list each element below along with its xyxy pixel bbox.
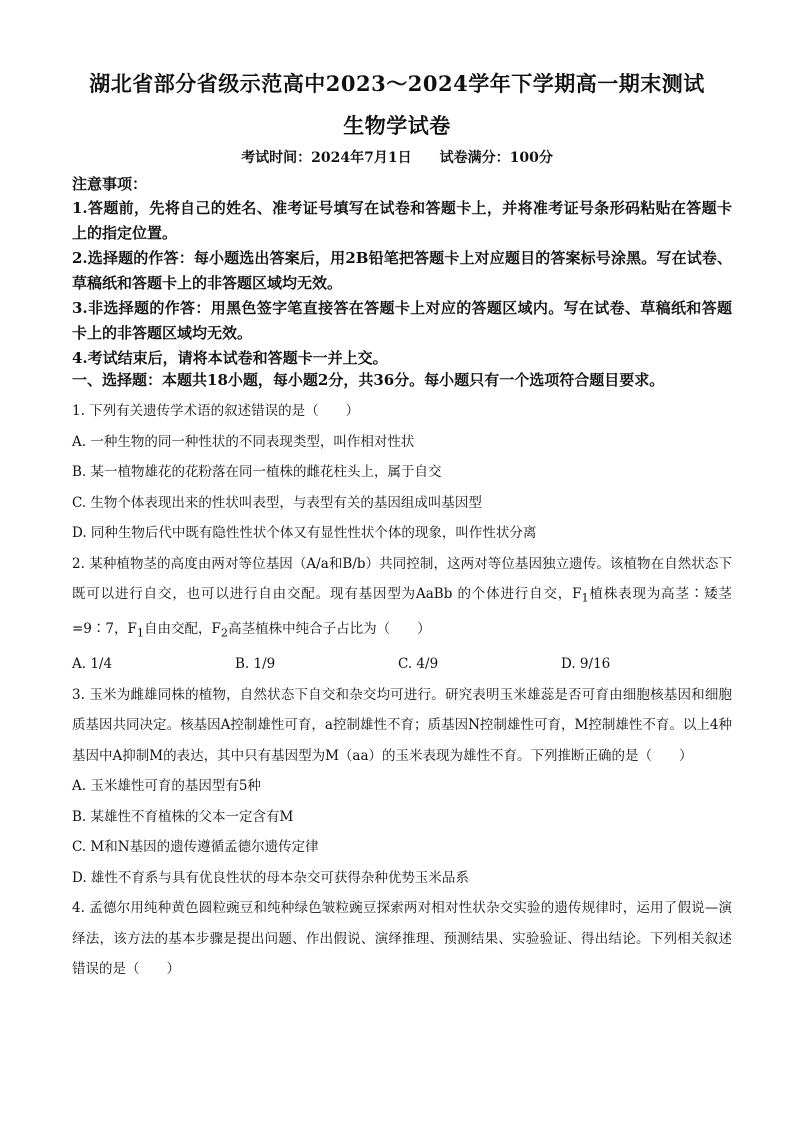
question-3-option-b: B. 某雄性不育植株的父本一定含有M (72, 808, 294, 825)
question-1-stem: 1. 下列有关遗传学术语的叙述错误的是（ ） (72, 403, 360, 419)
note-item: 4.考试结束后，请将本试卷和答题卡一并上交。 (72, 349, 388, 367)
subscript: 1 (136, 626, 145, 640)
q2-stem-part: 自由交配，F (144, 621, 221, 638)
questions (72, 396, 732, 985)
question-2-option-c: C. 4/9 (398, 656, 439, 673)
notes-heading: 注意事项： (72, 175, 148, 193)
exam-meta (0, 147, 794, 167)
question-3-option-a: A. 玉米雄性可育的基因型有5种 (72, 778, 261, 795)
note-item: 2.选择题的作答：每小题选出答案后，用2B铅笔把答题卡上对应题目的答案标号涂黑。写在试卷、草稿纸和答题卡上的非答题区域均无效。 (72, 249, 732, 292)
question-2-option-a: A. 1/4 (72, 656, 113, 673)
subscript: 1 (581, 591, 589, 605)
question-2-options (72, 649, 732, 680)
question-3-option-c: C. M和N基因的遗传遵循孟德尔遗传定律 (72, 839, 319, 856)
full-score: 试卷满分：100分 (439, 150, 553, 166)
question-1-option-a: A. 一种生物的同一种性状的不同表现类型，叫作相对性状 (72, 433, 415, 450)
subscript: 2 (220, 626, 229, 640)
notes-block (72, 172, 732, 371)
exam-time: 考试时间：2024年7月1日 (241, 150, 412, 166)
question-3-stem: 3. 玉米为雌雄同株的植物，自然状态下自交和杂交均可进行。研究表明玉米雄蕊是否可育由细胞核基因和细胞质基因共同决定。核基因A控制雄性可育，a控制雄性不育；质基因N控制雄性可育，M控制雄性不育。以上4种基因中A抑制M的表达，其中只有基因型为M（aa）的玉米表现为雄性不育。下列推断正确的是（ ） (72, 686, 732, 764)
note-item: 3.非选择题的作答：用黑色签字笔直接答在答题卡上对应的答题区域内。写在试卷、草稿纸和答题卡上的非答题区域均无效。 (72, 299, 732, 342)
question-2-option-b: B. 1/9 (235, 656, 276, 673)
subject-title: 生物学试卷 (343, 113, 451, 138)
question-4-stem: 4. 孟德尔用纯种黄色圆粒豌豆和纯种绿色皱粒豌豆探索两对相对性状杂交实验的遗传规律时，运用了假说—演绎法，该方法的基本步骤是提出问题、作出假说、演绎推理、预测结果、实验验证、得出结论。下列相关叙述错误的是（ ） (72, 900, 732, 978)
question-2-option-d: D. 9/16 (561, 656, 611, 673)
question-1-option-b: B. 某一植物雄花的花粉落在同一植株的雌花柱头上，属于自交 (72, 464, 442, 480)
section-heading: 一、选择题：本题共18小题，每小题2分，共36分。每小题只有一个选项符合题目要求。 (72, 371, 665, 389)
q2-stem-part: 高茎植株中纯合子占比为（ ） (228, 621, 431, 638)
exam-title: 湖北省部分省级示范高中2023～2024学年下学期高一期末测试 (89, 71, 705, 96)
question-1-option-d: D. 同种生物后代中既有隐性性状个体又有显性性状个体的现象，叫作性状分离 (72, 525, 537, 541)
note-item: 1.答题前，先将自己的姓名、准考证号填写在试卷和答题卡上，并将准考证号条形码粘贴在答题卡上的指定位置。 (72, 199, 732, 242)
question-3-option-d: D. 雄性不育系与具有优良性状的母本杂交可获得杂种优势玉米品系 (72, 869, 469, 886)
q2-stem-part: 植株表现为高茎∶矮茎=9∶7，F (72, 586, 732, 638)
question-2-stem (72, 549, 732, 650)
q2-stem-part: 2. 某种植物茎的高度由两对等位基因（A/a和B/b）共同控制，这两对等位基因独立遗传。该植物在自然状态下既可以进行自交，也可以进行自由交配。现有基因型为AaBb 的个体进行自交，F (72, 555, 732, 602)
question-1-option-c: C. 生物个体表现出来的性状叫表型，与表型有关的基因组成叫基因型 (72, 494, 482, 511)
